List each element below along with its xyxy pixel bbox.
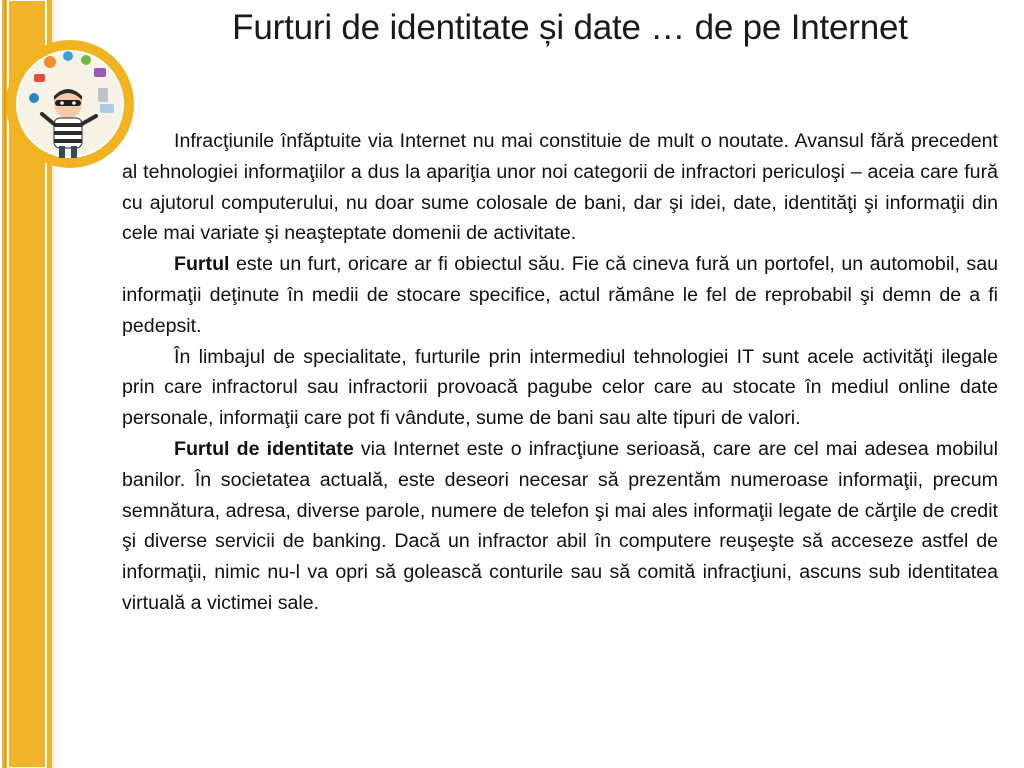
paragraph-theft xyxy=(122,249,998,341)
paragraph-text: Infracţiunile înfăptuite via Internet nu mai constituie de mult o noutate. Avansul fără precedent al tehnologiei informaţiilor a dus la apariţia unor noi categorii de infractori periculoşi – aceia care fură cu ajutorul computerului, nu doar sume colosale de bani, dar şi idei, date, identităţi şi informaţii din cele mai variate şi neaşteptate domenii de activitate. xyxy=(122,130,998,245)
thief-emblem-icon xyxy=(4,38,136,170)
paragraph-lead: Furtul de identitate xyxy=(174,437,354,460)
paragraph-it-theft xyxy=(122,342,998,434)
paragraph-text: În limbajul de specialitate, furturile prin intermediul tehnologiei IT sunt acele activităţi ilegale prin care infractorul sau infractorii provoacă pagube celor care au stocate în mediul online date personale, informaţii care pot fi vândute, sume de bani sau alte tipuri de valori. xyxy=(122,345,998,430)
paragraph-text: via Internet este o infracţiune serioasă, care are cel mai adesea mobilul banilor. În societatea actuală, este deseori necesar să prezentăm numeroase informaţii, precum semnătura, adresa, diverse parole, numere de telefon şi mai ales informaţii legate de cărţile de credit şi diverse servicii de banking. Dacă un infractor abil în computere reuşeşte să acceseze astfel de informaţii, nimic nu-l va opri să golească conturile sau să comită infracţiuni, ascuns sub identitatea virtuală a victimei sale. xyxy=(122,437,998,614)
paragraph-intro xyxy=(122,126,998,249)
paragraph-text: este un furt, oricare ar fi obiectul său. Fie că cineva fură un portofel, un automobil, sau informaţii deţinute în medii de stocare specifice, actul rămâne le fel de reprobabil şi demn de a fi pedepsit. xyxy=(122,253,998,337)
page-title: Furturi de identitate și date … de pe Internet xyxy=(232,8,908,47)
paragraph-lead: Furtul xyxy=(174,253,230,276)
article-body xyxy=(122,126,998,619)
paragraph-identity-theft xyxy=(122,434,998,619)
